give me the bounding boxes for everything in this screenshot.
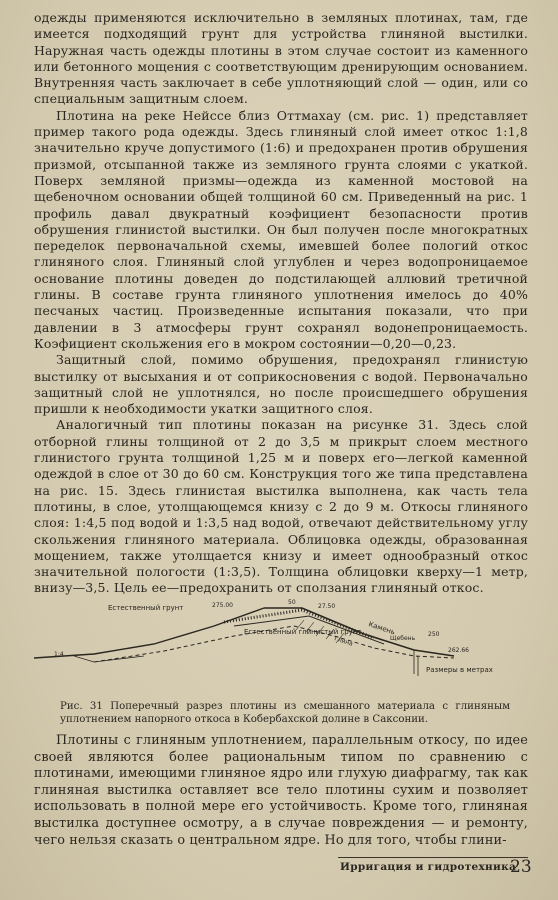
page-number: 23 <box>510 857 532 877</box>
body-text-top <box>34 10 528 597</box>
page-footer <box>338 857 538 879</box>
body-text-bottom <box>34 733 528 849</box>
label-stone: Камень <box>367 620 397 637</box>
dam-cross-section-figure <box>34 596 528 696</box>
label-rubble: Щебень <box>390 635 416 642</box>
label-elevation-2: 27.50 <box>318 603 336 610</box>
label-slope-1: 1:4 <box>54 651 64 658</box>
label-mark-1: 50 <box>288 599 296 606</box>
label-elevation-3: 262.66 <box>448 647 469 654</box>
label-elevation-1: 275.00 <box>212 602 233 609</box>
paragraph: Защитный слой, помимо обрушения, предохранял глинистую выстилку от высыхания и от соприкосновения с водой. Первоначально защитный слой не уплотнялся, но после происшедшего обрушения пришли к необходимости укатки защитного слоя. <box>34 352 528 417</box>
label-elevation-4: 250 <box>428 631 440 638</box>
paragraph: Аналогичный тип плотины показан на рисунке 31. Здесь слой отборной глины толщиной от 2 до 3,5 м прикрыт слоем местного глинистого грунта толщиной 1,25 м и поверх его—легкой каменной одеждой в слое от 30 до 60 см. Конструкция того же типа представлена на рис. 15. Здесь глинистая выстилка выполнена, как часть тела плотины, в слое, утолщающемся книзу с 2 до 9 м. Откосы глиняного слоя: 1:4,5 под водой и 1:3,5 над водой, отвечают действительному углу скольжения глиняного материала. Облицовка одежды, образованная мощением, также утолщается книзу и имеет однообразный откос значительной пологости (1:3,5). Толщина облицовки кверху—1 метр, внизу—3,5. Цель ее—предохранить от сползания глиняный откос. <box>34 417 528 596</box>
dam-cross-section-drawing <box>34 596 528 696</box>
label-dimensions-note: Размеры в метрах <box>426 666 493 674</box>
paragraph: Плотины с глиняным уплотнением, параллельным откосу, по идее своей являются более рациональным типом по сравнению с плотинами, имеющими глиняное ядро или глухую диафрагму, так как глиняная выстилка оставляет все тело плотины сухим и позволяет использовать в полной мере его устойчивость. Кроме того, глиняная выстилка доступнее осмотру, а в случае повреждения — и ремонту, чего нельзя сказать о центральном ядре. Но для того, чтобы глини- <box>34 733 528 848</box>
journal-title: Ирригация и гидротехника <box>340 861 517 873</box>
label-natural-clay-ground: Естественный глинистый грунт <box>244 628 362 636</box>
label-clay: Глина <box>333 635 354 648</box>
paragraph: одежды применяются исключительно в земляных плотинах, там, где имеется подходящий грунт для устройства глиняной выстилки. Наружная часть одежды плотины в этом случае состоит из каменного или бетонного мощения с соответствующим дренирующим основанием. Внутренняя часть заключает в себе уплотняющий слой — один, или со специальным защитным слоем. <box>34 10 528 107</box>
label-natural-ground-left: Естественный грунт <box>108 604 184 612</box>
figure-caption: Рис. 31 Поперечный разрез плотины из смешанного материала с глиняным уплотнением напорного откоса в Кобербахской долине в Саксонии. <box>60 701 510 725</box>
paragraph: Плотина на реке Нейссе близ Оттмахау (см. рис. 1) представляет пример такого рода одежды. Здесь глиняный слой имеет откос 1:1,8 значительно круче допустимого (1:6) и предохранен против обрушения призмой, отсыпанной также из земляного грунта слоями с укаткой. Поверх земляной призмы—одежда из каменной мостовой на щебеночном основании общей толщиной 60 см. Приведенный на рис. 1 профиль давал двукратный коэфициент безопасности против обрушения глинистой выстилки. Он был получен после многократных переделок первоначальной схемы, имевшей более пологий откос глиняного слоя. Глиняный слой углублен и через водопроницаемое основание плотины доведен до подстилающей аллювий третичной глины. В составе грунта глиняного уплотнения имелось до 40% песчаных частиц. Произведенные испытания показали, что при давлении в 3 атмосферы грунт сохранял водонепроницаемость. Коэфициент скольжения его в мокром состоянии—0,20—0,23. <box>34 107 528 351</box>
footer-rule <box>338 857 528 858</box>
